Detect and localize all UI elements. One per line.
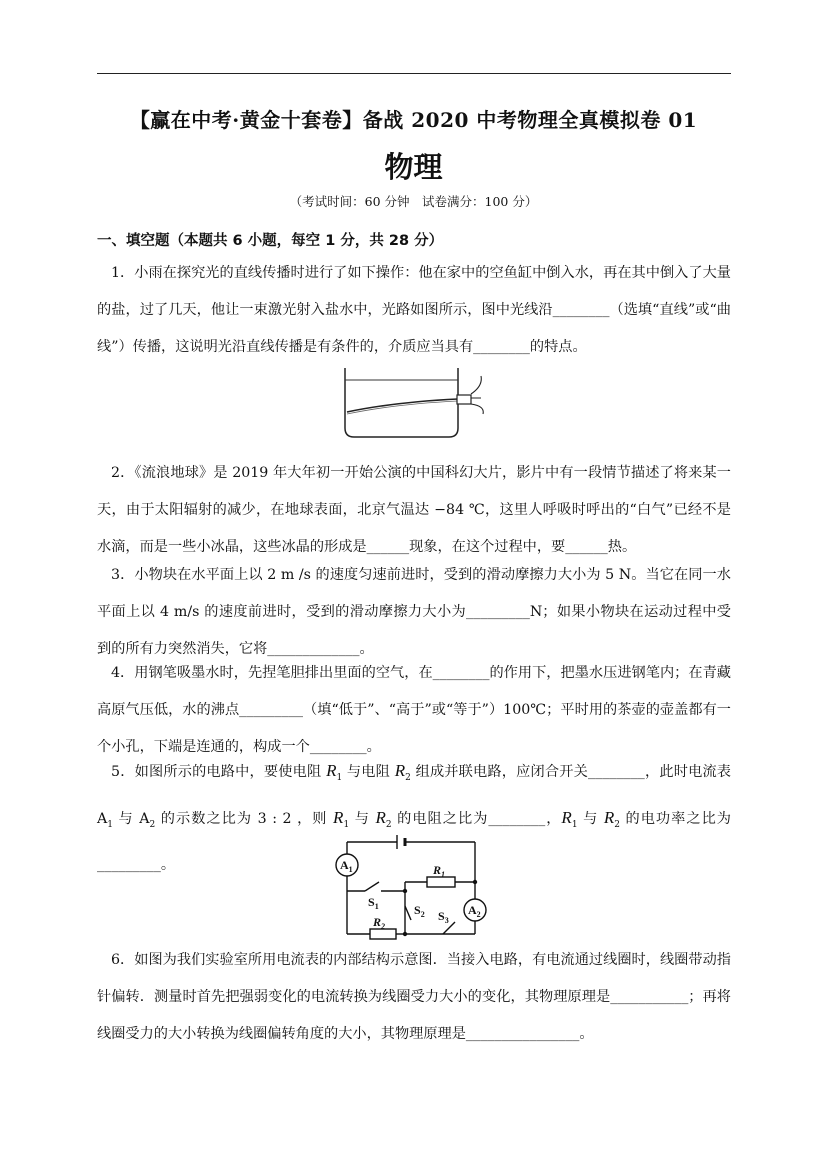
q5-subscript: 2 — [385, 819, 392, 830]
question-3: 3．小物块在水平面上以 2 m /s 的速度匀速前进时，受到的滑动摩擦力大小为 5 N。当它在同一水平面上以 4 m/s 的速度前进时，受到的滑动摩擦力大小为_________N；如果小物块在运动过程中受到的所有力突然消失，它将_____________。 — [97, 567, 731, 657]
question-2: 2．《流浪地球》是 2019 年大年初一开始公演的中国科幻大片，影片中有一段情节描述了将来某一天，由于太阳辐射的减少，在地球表面，北京气温达 −84 ℃，这里人呼吸时呼出的“白气”已经不是水滴，而是一些小冰晶，这些冰晶的形成是______现象，在这个过程中，要______热。 — [97, 465, 731, 555]
junction-node — [403, 932, 407, 936]
q5-symbol: R — [375, 807, 386, 827]
q5-text: 与 — [577, 810, 604, 827]
fish-tank-figure — [335, 364, 495, 442]
q5-subscript: 1 — [336, 772, 343, 783]
label-s3: $S_3$ — [438, 909, 449, 925]
q5-text: 组成并联电路，应闭合开关________，此时电流表 A — [97, 764, 731, 827]
label-a1: $A_1$ — [340, 858, 353, 874]
switch-s1 — [365, 882, 379, 891]
q5-subscript: 1 — [107, 819, 113, 830]
switch-s2 — [405, 906, 411, 920]
q5-subscript: 2 — [614, 819, 620, 830]
section-heading: 一、填空题（本题共 6 小题，每空 1 分，共 28 分） — [97, 233, 444, 249]
junction-node — [473, 880, 477, 884]
q5-subscript: 2 — [405, 772, 411, 783]
q5-text: 5．如图所示的电路中，要使电阻 — [111, 764, 327, 780]
page-title: 【赢在中考·黄金十套卷】备战 2020 中考物理全真模拟卷 01 — [129, 108, 698, 132]
q5-text: 与 A — [112, 810, 150, 827]
q5-symbol: R — [394, 761, 406, 780]
laser-hand — [471, 376, 483, 414]
label-r2: $R_2$ — [373, 915, 386, 931]
q5-subscript: 1 — [571, 819, 578, 830]
q5-symbol: R — [333, 807, 344, 827]
tank-outline — [345, 368, 458, 437]
q5-text: 与 — [349, 810, 376, 827]
q5-symbol: R — [326, 761, 337, 780]
label-s2: $S_2$ — [414, 903, 425, 919]
q5-text: 的电功率之比为_________。 — [97, 810, 731, 873]
label-r1: $R_1$ — [433, 863, 446, 879]
circuit-figure — [325, 834, 495, 944]
junction-node — [403, 889, 407, 893]
question-1: 1．小雨在探究光的直线传播时进行了如下操作：他在家中的空鱼缸中倒入水，再在其中倒入了大量的盐，过了几天，他让一束激光射入盐水中，光路如图所示，图中光线沿________（选填“直线”或“曲线”）传播，这说明光沿直线传播是有条件的，介质应当具有________的特点。 — [97, 265, 731, 355]
header-rule — [97, 73, 731, 74]
question-6: 6．如图为我们实验室所用电流表的内部结构示意图．当接入电路，有电流通过线圈时，线圈带动指针偏转．测量时首先把强弱变化的电流转换为线圈受力大小的变化，其物理原理是___________；再将线圈受力的大小转换为线圈偏转角度的大小，其物理原理是________________。 — [97, 952, 731, 1042]
q5-symbol: R — [561, 807, 572, 827]
q5-text: 的示数之比为 3 : 2 ，则 — [155, 810, 334, 827]
laser-pen — [457, 395, 471, 404]
q5-symbol: R — [603, 807, 615, 827]
q5-subscript: 2 — [149, 819, 156, 830]
label-a2: $A_2$ — [468, 903, 481, 919]
q5-subscript: 1 — [343, 819, 350, 830]
label-s1: $S_1$ — [368, 895, 379, 911]
exam-info: （考试时间：60 分钟 试卷满分：100 分） — [289, 194, 538, 209]
subject-title: 物理 — [384, 150, 443, 184]
q5-text: 的电阻之比为________， — [391, 810, 562, 827]
q5-text: 与电阻 — [342, 764, 395, 780]
question-4: 4．用钢笔吸墨水时，先捏笔胆排出里面的空气，在________的作用下，把墨水压进钢笔内；在青藏高原气压低，水的沸点_________（填“低于”、“高于”或“等于”）100℃；平时用的茶壶的壶盖都有一个小孔，下端是连通的，构成一个________。 — [97, 665, 731, 755]
